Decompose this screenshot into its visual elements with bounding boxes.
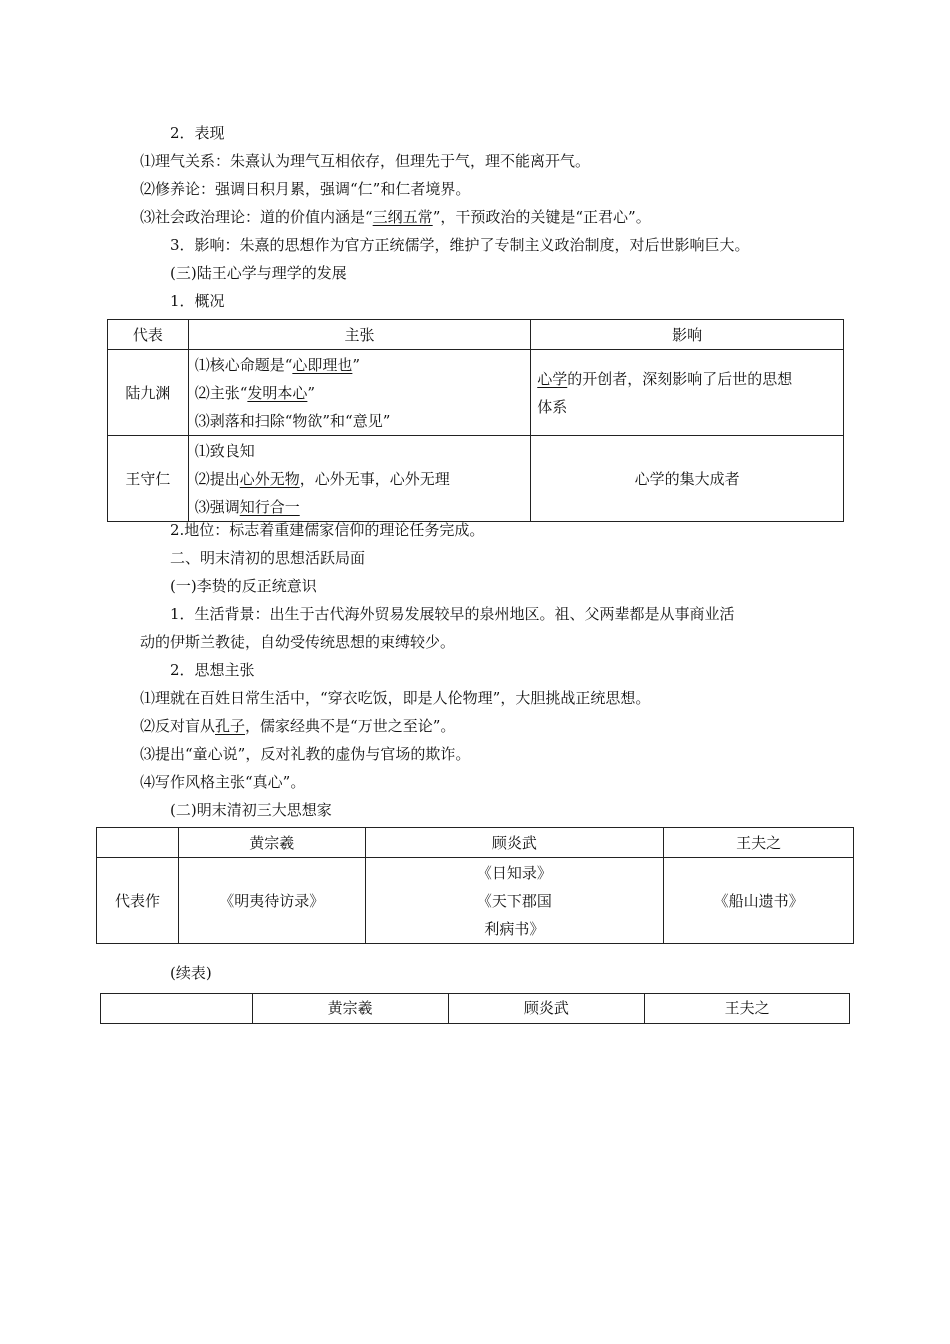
heading-2-biaoxian: 2．表现	[170, 124, 225, 142]
header-cell: 影响	[531, 320, 844, 350]
paragraph-baixing: ⑴理就在百姓日常生活中，“穿衣吃饭，即是人伦物理”，大胆挑战正统思想。	[140, 689, 651, 707]
continued-label: (续表)	[170, 964, 212, 982]
works-cell: 《明夷待访录》	[178, 858, 365, 944]
header-cell: 黄宗羲	[178, 828, 365, 858]
header-cell-empty	[97, 828, 179, 858]
paragraph-diwei: 2.地位：标志着重建儒家信仰的理论任务完成。	[170, 521, 485, 539]
table-header-row	[97, 828, 854, 858]
claims-cell: ⑴致良知 ⑵提出心外无物，心外无事，心外无理 ⑶强调知行合一	[188, 436, 531, 522]
paragraph-yingxiang: 3．影响：朱熹的思想作为官方正统儒学，维护了专制主义政治制度，对后世影响巨大。	[170, 236, 750, 254]
name-cell: 陆九渊	[108, 350, 189, 436]
underlined-term: 孔子	[215, 717, 246, 735]
paragraph-kongzi: ⑵反对盲从孔子，儒家经典不是“万世之至论”。	[140, 717, 456, 735]
underlined-term: 三纲五常	[372, 208, 433, 226]
table-row	[108, 436, 844, 522]
table-luwang	[107, 319, 844, 522]
table-row	[97, 858, 854, 944]
heading-gaikuang: 1．概况	[170, 292, 225, 310]
subheading-luwang: (三)陆王心学与理学的发展	[170, 264, 347, 282]
header-cell: 代表	[108, 320, 189, 350]
table-continued	[100, 993, 850, 1024]
subheading-sandasixiangjia: (二)明末清初三大思想家	[170, 801, 332, 819]
header-cell: 主张	[188, 320, 531, 350]
header-cell: 王夫之	[645, 994, 850, 1024]
impact-cell: 心学的开创者，深刻影响了后世的思想 体系	[531, 350, 844, 436]
header-cell: 顾炎武	[448, 994, 645, 1024]
table-row	[108, 350, 844, 436]
claims-cell: ⑴核心命题是“心即理也” ⑵主张“发明本心” ⑶剥落和扫除“物欲”和“意见”	[188, 350, 531, 436]
row-label: 代表作	[97, 858, 179, 944]
paragraph-xiuyang: ⑵修养论：强调日积月累，强调“仁”和仁者境界。	[140, 180, 471, 198]
header-cell: 黄宗羲	[252, 994, 448, 1024]
heading-sixiang: 2．思想主张	[170, 661, 255, 679]
paragraph-shenghuo-1: 1．生活背景：出生于古代海外贸易发展较早的泉州地区。祖、父两辈都是从事商业活	[170, 605, 735, 623]
header-cell: 王夫之	[664, 828, 854, 858]
works-cell: 《船山遗书》	[664, 858, 854, 944]
impact-cell: 心学的集大成者	[531, 436, 844, 522]
paragraph-shenghuo-2: 动的伊斯兰教徒，自幼受传统思想的束缚较少。	[140, 633, 456, 651]
paragraph-tongxin: ⑶提出“童心说”，反对礼教的虚伪与官场的欺诈。	[140, 745, 471, 763]
table-header-row	[101, 994, 850, 1024]
paragraph-zhenxin: ⑷写作风格主张“真心”。	[140, 773, 306, 791]
paragraph-liqi: ⑴理气关系：朱熹认为理气互相依存，但理先于气，理不能离开气。	[140, 152, 591, 170]
paragraph-shehui: ⑶社会政治理论：道的价值内涵是“三纲五常”，干预政治的关键是“正君心”。	[140, 208, 651, 226]
header-cell-empty	[101, 994, 253, 1024]
name-cell: 王守仁	[108, 436, 189, 522]
works-cell: 《日知录》 《天下郡国 利病书》	[365, 858, 664, 944]
subheading-lizhi: (一)李贽的反正统意识	[170, 577, 317, 595]
table-thinkers	[96, 827, 854, 944]
section-heading-mingmo: 二、明末清初的思想活跃局面	[170, 549, 366, 567]
header-cell: 顾炎武	[365, 828, 664, 858]
table-header-row	[108, 320, 844, 350]
